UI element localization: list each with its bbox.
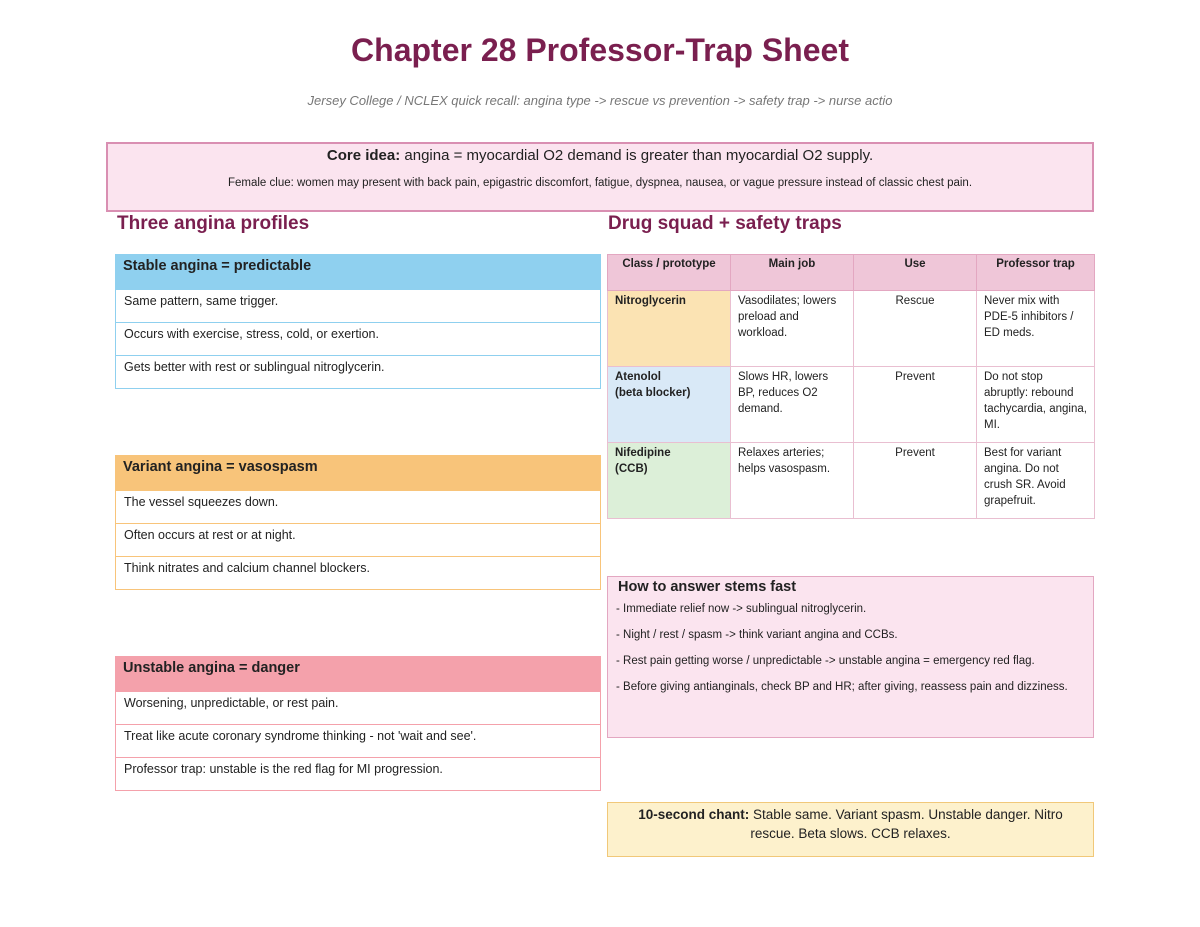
use-cell: Prevent [854, 443, 977, 519]
chant-text: Stable same. Variant spasm. Unstable danger. Nitro rescue. Beta slows. CCB relaxes. [749, 807, 1063, 841]
drug-class: (CCB) [615, 463, 648, 475]
female-clue: Female clue: women may present with back pain, epigastric discomfort, fatigue, dyspnea, nausea, or vague pressure instead of classic chest pain. [227, 177, 973, 189]
table-row [608, 367, 1095, 443]
trap-cell: Do not stop abruptly: rebound tachycardia, angina, MI. [977, 367, 1095, 443]
variant-angina-card [115, 455, 601, 590]
list-item: Often occurs at rest or at night. [115, 524, 601, 557]
page-title: Chapter 28 Professor-Trap Sheet [351, 32, 849, 68]
drug-class-cell [608, 291, 731, 367]
list-item: Treat like acute coronary syndrome thinking - not 'wait and see'. [115, 725, 601, 758]
page-subtitle: Jersey College / NCLEX quick recall: angina type -> rescue vs prevention -> safety trap -> nurse actio [307, 93, 893, 108]
column-header: Class / prototype [608, 255, 731, 291]
list-item: Occurs with exercise, stress, cold, or exertion. [115, 323, 601, 356]
table-header-row [608, 255, 1095, 291]
profiles-heading: Three angina profiles [117, 213, 310, 234]
main-job-cell: Vasodilates; lowers preload and workload. [731, 291, 854, 367]
core-idea-label: Core idea: [326, 147, 401, 164]
list-item: Professor trap: unstable is the red flag for MI progression. [115, 758, 601, 791]
list-item: Worsening, unpredictable, or rest pain. [115, 692, 601, 725]
table-row [608, 443, 1095, 519]
list-item: The vessel squeezes down. [115, 491, 601, 524]
core-idea-line [108, 147, 1092, 164]
drugs-heading: Drug squad + safety traps [608, 213, 842, 234]
column-header: Professor trap [977, 255, 1095, 291]
table-row [608, 291, 1095, 367]
core-idea-box [106, 142, 1094, 212]
core-idea-text: angina = myocardial O2 demand is greater than myocardial O2 supply. [400, 147, 874, 164]
list-item: - Night / rest / spasm -> think variant angina and CCBs. [616, 629, 898, 641]
use-cell: Prevent [854, 367, 977, 443]
stems-box [607, 576, 1094, 738]
drug-class-cell [608, 367, 731, 443]
list-item: Same pattern, same trigger. [115, 290, 601, 323]
list-item: - Before giving antianginals, check BP and HR; after giving, reassess pain and dizziness. [616, 681, 1068, 693]
trap-cell: Best for variant angina. Do not crush SR. Avoid grapefruit. [977, 443, 1095, 519]
list-item: Think nitrates and calcium channel blockers. [115, 557, 601, 590]
variant-angina-title: Variant angina = vasospasm [115, 455, 601, 491]
chant-label: 10-second chant: [638, 807, 750, 822]
drug-class-cell [608, 443, 731, 519]
drug-name: Nitroglycerin [615, 295, 686, 307]
list-item: Gets better with rest or sublingual nitroglycerin. [115, 356, 601, 389]
list-item: - Immediate relief now -> sublingual nitroglycerin. [616, 603, 867, 615]
unstable-angina-title: Unstable angina = danger [115, 656, 601, 692]
main-job-cell: Slows HR, lowers BP, reduces O2 demand. [731, 367, 854, 443]
column-header: Main job [731, 255, 854, 291]
drug-name: Atenolol [615, 371, 661, 383]
stable-angina-card [115, 254, 601, 389]
main-job-cell: Relaxes arteries; helps vasospasm. [731, 443, 854, 519]
column-header: Use [854, 255, 977, 291]
chant-box [607, 802, 1094, 857]
drug-name: Nifedipine [615, 447, 671, 459]
stable-angina-title: Stable angina = predictable [115, 254, 601, 290]
drug-class: (beta blocker) [615, 387, 691, 399]
list-item: - Rest pain getting worse / unpredictable -> unstable angina = emergency red flag. [616, 655, 1035, 667]
trap-cell: Never mix with PDE-5 inhibitors / ED meds. [977, 291, 1095, 367]
unstable-angina-card [115, 656, 601, 791]
use-cell: Rescue [854, 291, 977, 367]
drug-table [607, 254, 1095, 519]
stems-heading: How to answer stems fast [618, 579, 797, 595]
